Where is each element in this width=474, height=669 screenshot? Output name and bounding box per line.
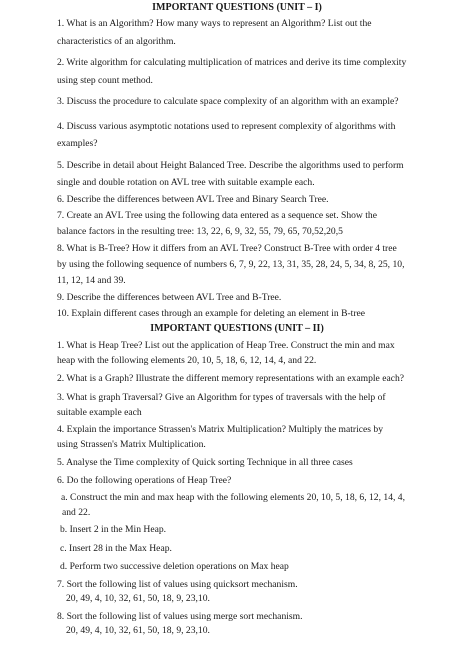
u1-q2-line1: 2. Write algorithm for calculating multiplication of matrices and derive its time complexity (57, 57, 407, 68)
u1-q4-line2: examples? (57, 138, 98, 149)
u2-q2-line1: 2. What is a Graph? Illustrate the different memory representations with an example each? (57, 373, 405, 384)
u1-q3-line1: 3. Discuss the procedure to calculate space complexity of an algorithm with an example? (57, 96, 399, 107)
u2-q3-line1: 3. What is graph Traversal? Give an Algorithm for types of traversals with the help of (57, 392, 386, 403)
u2-q6d-line1: d. Perform two successive deletion operations on Max heap (60, 561, 289, 572)
u1-q5-line1: 5. Describe in detail about Height Balanced Tree. Describe the algorithms used to perform (57, 160, 404, 171)
u1-q1-line2: characteristics of an algorithm. (57, 36, 176, 47)
u2-q6-line1: 6. Do the following operations of Heap Tree? (57, 475, 232, 486)
u1-q10-line1: 10. Explain different cases through an example for deleting an element in B-tree (57, 308, 366, 319)
unit-1-title: IMPORTANT QUESTIONS (UNIT – I) (152, 2, 322, 13)
u1-q8-line3: 11, 12, 14 and 39. (57, 275, 126, 286)
u2-q4-line2: using Strassen's Matrix Multiplication. (57, 439, 206, 450)
u1-q1-line1: 1. What is an Algorithm? How many ways to represent an Algorithm? List out the (57, 18, 372, 29)
u1-q4-line1: 4. Discuss various asymptotic notations used to represent complexity of algorithms with (57, 121, 396, 132)
u1-q9-line1: 9. Describe the differences between AVL Tree and B-Tree. (57, 292, 282, 303)
u2-q8-line1: 8. Sort the following list of values using merge sort mechanism. (57, 611, 303, 622)
u2-q3-line2: suitable example each (57, 407, 142, 418)
u2-q5-line1: 5. Analyse the Time complexity of Quick sorting Technique in all three cases (57, 457, 353, 468)
u2-q6a-line2: and 22. (62, 507, 91, 518)
u2-q6a-line1: a. Construct the min and max heap with the following elements 20, 10, 5, 18, 6, 12, 14, 4, (61, 492, 405, 503)
u2-q7-line2: 20, 49, 4, 10, 32, 61, 50, 18, 9, 23,10. (66, 593, 210, 604)
u1-q2-line2: using step count method. (57, 75, 153, 86)
u1-q7-line1: 7. Create an AVL Tree using the following data entered as a sequence set. Show the (57, 210, 377, 221)
u1-q8-line1: 8. What is B-Tree? How it differs from an AVL Tree? Construct B-Tree with order 4 tree (57, 243, 397, 254)
u2-q1-line2: heap with the following elements 20, 10, 5, 18, 6, 12, 14, 4, and 22. (57, 355, 317, 366)
u2-q1-line1: 1. What is Heap Tree? List out the application of Heap Tree. Construct the min and max (57, 340, 395, 351)
u2-q6b-line1: b. Insert 2 in the Min Heap. (60, 524, 167, 535)
u2-q7-line1: 7. Sort the following list of values using quicksort mechanism. (57, 579, 298, 590)
u1-q6-line1: 6. Describe the differences between AVL Tree and Binary Search Tree. (57, 194, 329, 205)
u1-q8-line2: by using the following sequence of numbers 6, 7, 9, 22, 13, 31, 35, 28, 24, 5, 34, 8, 25, 10, (57, 259, 405, 270)
u2-q6c-line1: c. Insert 28 in the Max Heap. (60, 543, 172, 554)
unit-2-title: IMPORTANT QUESTIONS (UNIT – II) (150, 323, 324, 334)
u1-q5-line2: single and double rotation on AVL tree with suitable example each. (57, 177, 315, 188)
u2-q4-line1: 4. Explain the importance Strassen's Matrix Multiplication? Multiply the matrices by (57, 424, 383, 435)
u2-q8-line2: 20, 49, 4, 10, 32, 61, 50, 18, 9, 23,10. (66, 625, 210, 636)
u1-q7-line2: balance factors in the resulting tree: 13, 22, 6, 9, 32, 55, 79, 65, 70,52,20,5 (57, 226, 343, 237)
